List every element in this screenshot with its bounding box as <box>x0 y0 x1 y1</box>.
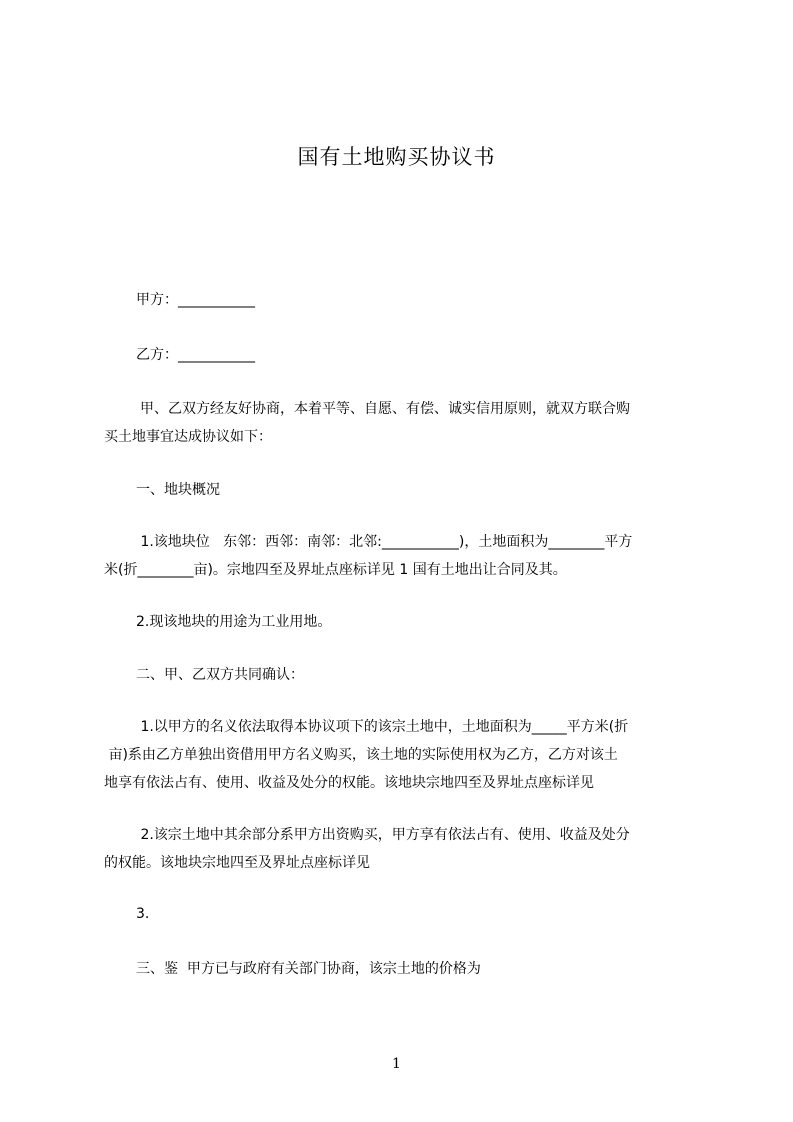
page-title: 国有土地购买协议书 <box>297 145 496 169</box>
section-2-item-1-line-3: 地享有依法占有、使用、收益及处分的权能。该地块宗地四至及界址点座标详见 <box>104 775 594 791</box>
section-1-item-2: 2.现该地块的用途为工业用地。 <box>136 614 332 630</box>
party-b-line: 乙方：___________ <box>136 347 255 363</box>
section-2-item-2-line-2: 的权能。该地块宗地四至及界址点座标详见 <box>104 855 370 871</box>
section-2-heading: 二、甲、乙双方共同确认： <box>136 667 304 683</box>
section-2-item-2-line-1: 2.该宗土地中其余部分系甲方出资购买，甲方享有依法占有、使用、收益及处分 <box>136 827 630 843</box>
section-2-item-3: 3. <box>136 906 150 922</box>
party-a-line: 甲方：___________ <box>136 292 255 308</box>
section-2-item-1-line-1: 1.以甲方的名义依法取得本协议项下的该宗土地中，土地面积为_____平方米(折 <box>136 719 629 735</box>
page-number: 1 <box>392 1056 401 1072</box>
section-1-item-1-line-1: 1.该地块位 东邻：西邻：南邻：北邻:___________)，土地面积为________平方 <box>136 534 633 550</box>
intro-line-2: 买土地事宜达成协议如下： <box>104 429 272 445</box>
section-2-item-1-line-2: 亩)系由乙方单独出资借用甲方名义购买，该土地的实际使用权为乙方，乙方对该土 <box>104 747 618 763</box>
intro-line-1: 甲、乙双方经友好协商，本着平等、自愿、有偿、诚实信用原则，就双方联合购 <box>140 401 630 417</box>
section-3-heading: 三、鉴 甲方已与政府有关部门协商，该宗土地的价格为 <box>136 961 481 977</box>
section-1-heading: 一、地块概况 <box>136 482 220 498</box>
section-1-item-1-line-2: 米(折________亩)。宗地四至及界址点座标详见 1 国有土地出让合同及其。 <box>104 562 567 578</box>
